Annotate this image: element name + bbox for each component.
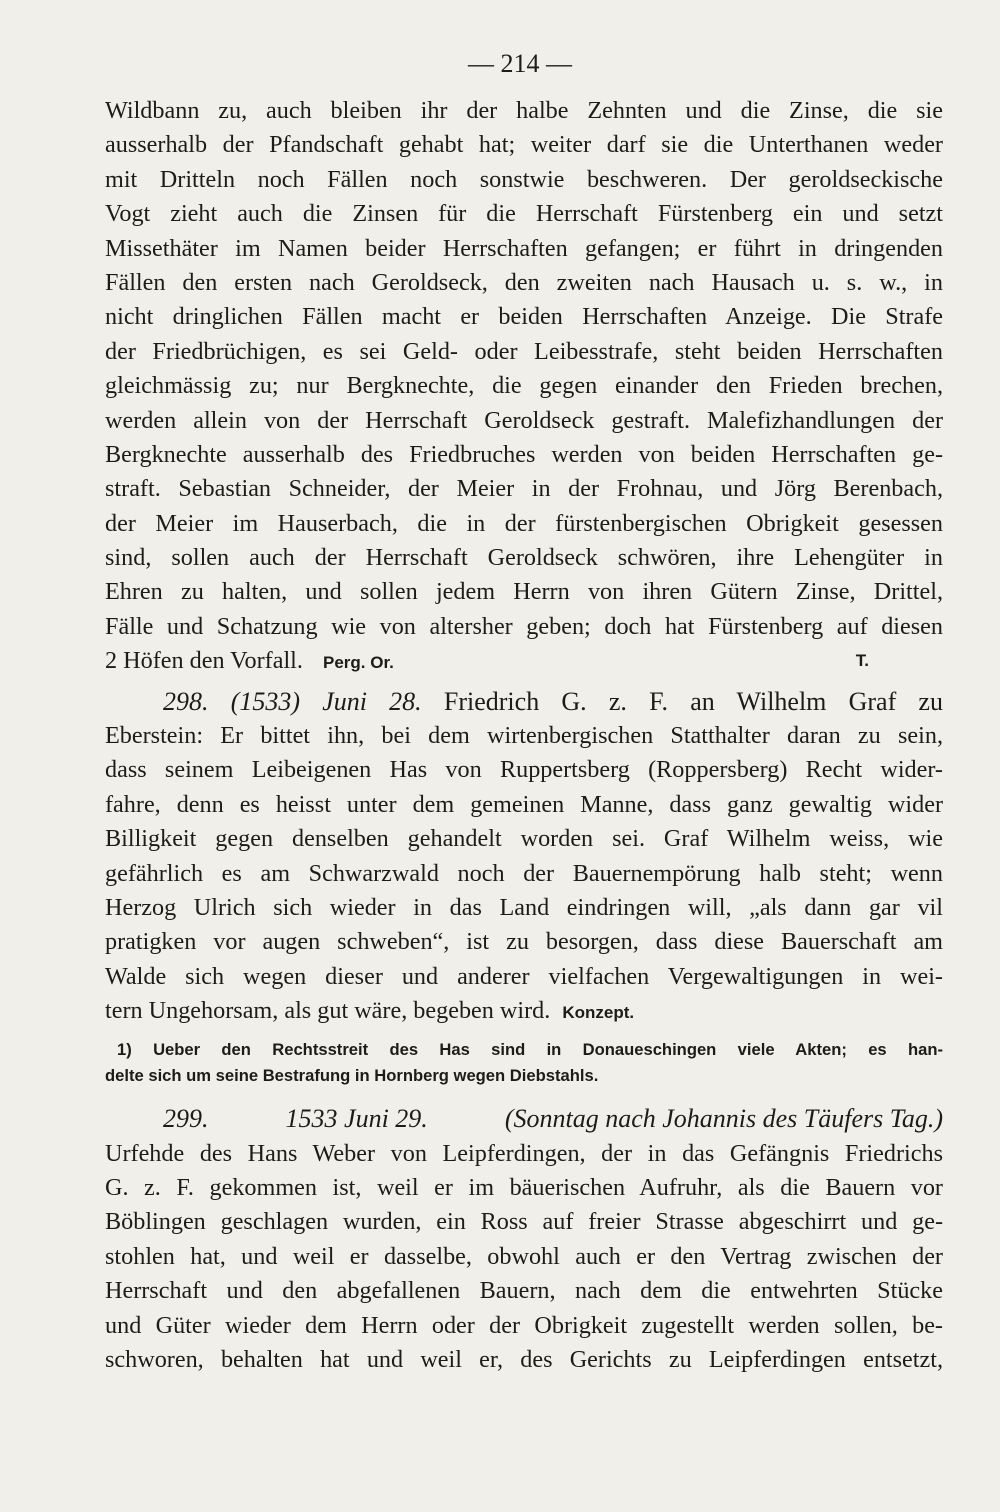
text-line: Billigkeit gegen denselben gehandelt worden sei. Graf Wilhelm weiss, wie [105, 825, 943, 853]
entry-date: (1533) Juni 28. [230, 686, 422, 716]
text-line: ausserhalb der Pfandschaft gehabt hat; weiter darf sie die Unterthanen weder [105, 131, 943, 159]
text-line: stohlen hat, und weil er dasselbe, obwohl auch er den Vertrag zwischen der [105, 1242, 943, 1270]
text-line: der Friedbrüchigen, es sei Geld- oder Leibesstrafe, steht beiden Herrschaften [105, 337, 943, 365]
text-line: der Meier im Hauserbach, die in der fürstenbergischen Obrigkeit gesessen [105, 509, 943, 537]
entry-heading-text: Friedrich G. z. F. an Wilhelm Graf zu [443, 686, 943, 716]
text-line: mit Dritteln noch Fällen noch sonstwie beschweren. Der geroldseckische [105, 165, 943, 193]
footnote [105, 1037, 943, 1089]
entry-heading [105, 1101, 943, 1137]
text-line: nicht dringlichen Fällen macht er beiden Herrschaften Anzeige. Die Strafe [105, 303, 943, 331]
entry-number: 298. [163, 686, 209, 716]
text-line: fahre, denn es heisst unter dem gemeinen Manne, dass ganz gewaltig wider [105, 790, 943, 818]
entry-heading [105, 685, 943, 719]
entry-date: 1533 Juni 29. [285, 1103, 428, 1133]
text-line: 2 Höfen den Vorfall. [105, 647, 303, 675]
source-note: Perg. Or. [323, 653, 394, 673]
text-line: Fälle und Schatzung wie von altersher geben; doch hat Fürstenberg auf diesen [105, 612, 943, 640]
text-line: gefährlich es am Schwarzwald noch der Bauernempörung halb steht; wenn [105, 859, 943, 887]
book-page [105, 40, 943, 1377]
footnote-line: 1) Ueber den Rechtsstreit des Has sind in Donaueschingen viele Akten; es han- [117, 1039, 943, 1059]
text-line: Ehren zu halten, und sollen jedem Herrn von ihren Gütern Zinse, Drittel, [105, 578, 943, 606]
text-line: Böblingen geschlagen wurden, ein Ross auf freier Strasse abgeschirrt und ge- [105, 1208, 943, 1236]
text-line: Bergknechte ausserhalb des Friedbruches werden von beiden Herrschaften ge- [105, 440, 943, 468]
text-line: straft. Sebastian Schneider, der Meier in der Frohnau, und Jörg Berenbach, [105, 475, 943, 503]
text-line: Herrschaft und den abgefallenen Bauern, nach dem die entwehrten Stücke [105, 1277, 943, 1305]
text-line: schworen, behalten hat und weil er, des Gerichts zu Leipferdingen entsetzt, [105, 1345, 943, 1373]
text-line: Urfehde des Hans Weber von Leipferdingen, der in das Gefängnis Friedrichs [105, 1139, 943, 1167]
entry-299 [105, 1101, 943, 1378]
footnote-line: delte sich um seine Bestrafung in Hornberg wegen Diebstahls. [105, 1065, 599, 1085]
text-line: werden allein von der Herrschaft Geroldseck gestraft. Malefizhandlungen der [105, 406, 943, 434]
text-line: G. z. F. gekommen ist, weil er im bäuerischen Aufruhr, als die Bauern vor [105, 1173, 943, 1201]
text-line: gleichmässig zu; nur Bergknechte, die gegen einander den Frieden brechen, [105, 372, 943, 400]
text-line: dass seinem Leibeigenen Has von Ruppertsberg (Roppersberg) Recht wider- [105, 756, 943, 784]
paragraph-closing-line [105, 644, 943, 678]
text-line: Eberstein: Er bittet ihn, bei dem wirtenbergischen Statthalter daran zu sein, [105, 722, 943, 750]
page-number: — 214 — [468, 49, 572, 78]
source-note: Konzept. [562, 1003, 635, 1023]
text-line: tern Ungehorsam, als gut wäre, begeben wird. [105, 997, 551, 1025]
closing-text-group [105, 644, 394, 678]
text-line: Wildbann zu, auch bleiben ihr der halbe Zehnten und die Zinse, die sie [105, 97, 943, 124]
entry-feast-day: (Sonntag nach Johannis des Täufers Tag.) [504, 1103, 943, 1133]
text-line: Missethäter im Namen beider Herrschaften gefangen; er führt in dringenden [105, 234, 943, 262]
text-line: sind, sollen auch der Herrschaft Geroldseck schwören, ihre Lehengüter in [105, 544, 943, 572]
entry-298 [105, 685, 943, 1029]
entry-closing-line [105, 994, 943, 1028]
text-line: und Güter wieder dem Herrn oder der Obrigkeit zugestellt werden sollen, be- [105, 1311, 943, 1339]
editor-signature: T. [855, 651, 869, 671]
text-line: Vogt zieht auch die Zinsen für die Herrschaft Fürstenberg ein und setzt [105, 200, 943, 228]
text-line: Fällen den ersten nach Geroldseck, den zweiten nach Hausach u. s. w., in [105, 268, 943, 296]
continued-paragraph [105, 94, 943, 679]
text-line: Herzog Ulrich sich wieder in das Land eindringen will, „als dann gar vil [105, 893, 943, 921]
entry-number: 299. [163, 1103, 209, 1133]
text-line: Walde sich wegen dieser und anderer vielfachen Vergewaltigungen in wei- [105, 962, 943, 990]
text-line: pratigken vor augen schweben“, ist zu besorgen, dass diese Bauerschaft am [105, 928, 943, 956]
